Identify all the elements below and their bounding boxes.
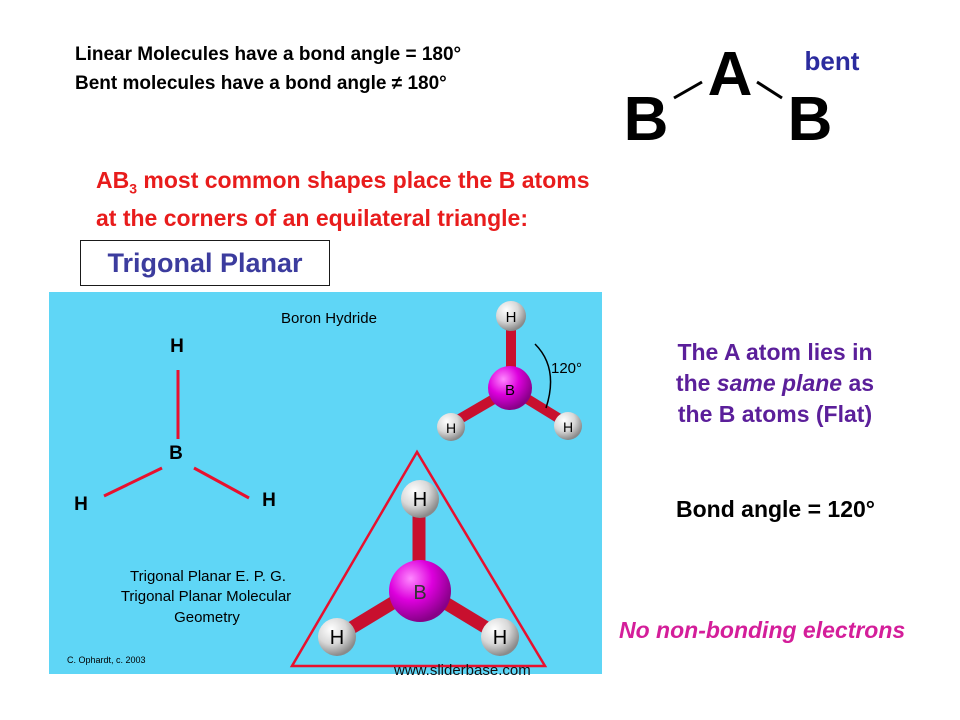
same-plane-note-line1: The A atom lies in xyxy=(677,339,873,365)
lewis-atom-h-right: H xyxy=(262,490,276,511)
geometry-caption-line3: Geometry xyxy=(174,609,240,626)
bent-right-atom-b: B xyxy=(787,85,833,154)
lewis-atom-h-left: H xyxy=(74,494,88,515)
linear-bond-angle-statement: Linear Molecules have a bond angle = 180° xyxy=(75,44,462,65)
large-atom-h-top-label: H xyxy=(412,489,428,511)
same-plane-pre: the xyxy=(675,370,717,396)
small-atom-h-top-label: H xyxy=(505,309,517,326)
angle-label: 120° xyxy=(551,360,583,377)
lewis-atom-h-top: H xyxy=(170,336,184,357)
geometry-caption-line1: Trigonal Planar E. P. G. xyxy=(130,568,286,585)
same-plane-note-line3: the B atoms (Flat) xyxy=(677,401,873,427)
same-plane-note-line2 xyxy=(640,368,910,399)
geometry-caption-line2: Trigonal Planar Molecular xyxy=(120,588,292,605)
same-plane-note xyxy=(640,337,910,430)
bent-right-bond xyxy=(757,82,782,98)
bent-bond-angle-statement: Bent molecules have a bond angle ≠ 180° xyxy=(75,73,447,94)
ab3-statement-line1 xyxy=(96,166,589,204)
same-plane-emphasis: same plane xyxy=(716,370,843,396)
boron-hydride-panel xyxy=(49,292,602,674)
same-plane-post: as xyxy=(842,370,875,396)
small-atom-b-label: B xyxy=(504,382,516,399)
large-atom-h-left-label: H xyxy=(329,627,345,649)
trigonal-planar-title: Trigonal Planar xyxy=(80,240,330,286)
small-atom-h-left-label: H xyxy=(445,420,457,436)
ab3-statement-line2: at the corners of an equilateral triangle: xyxy=(96,204,528,231)
bent-label: bent xyxy=(804,46,860,76)
panel-credit: C. Ophardt, c. 2003 xyxy=(67,655,146,665)
ab3-line1-text: most common shapes place the B atoms xyxy=(137,167,590,193)
source-url: www.sliderbase.com xyxy=(394,662,531,679)
large-atom-h-right-label: H xyxy=(492,627,508,649)
bent-molecule-diagram xyxy=(610,30,890,160)
large-atom-b-label: B xyxy=(413,582,427,604)
ab3-formula: AB xyxy=(96,167,130,193)
nonbonding-electrons-note: No non-bonding electrons xyxy=(619,617,906,643)
small-atom-h-right-label: H xyxy=(562,419,574,435)
ab3-shape-statement xyxy=(96,166,589,233)
bent-center-atom-a: A xyxy=(707,40,753,109)
lewis-atom-b: B xyxy=(169,443,183,464)
ab3-subscript: 3 xyxy=(129,180,138,197)
panel-title: Boron Hydride xyxy=(281,310,377,327)
bent-left-bond xyxy=(674,82,702,98)
bent-left-atom-b: B xyxy=(623,85,669,154)
bond-angle-note: Bond angle = 120° xyxy=(676,496,876,522)
